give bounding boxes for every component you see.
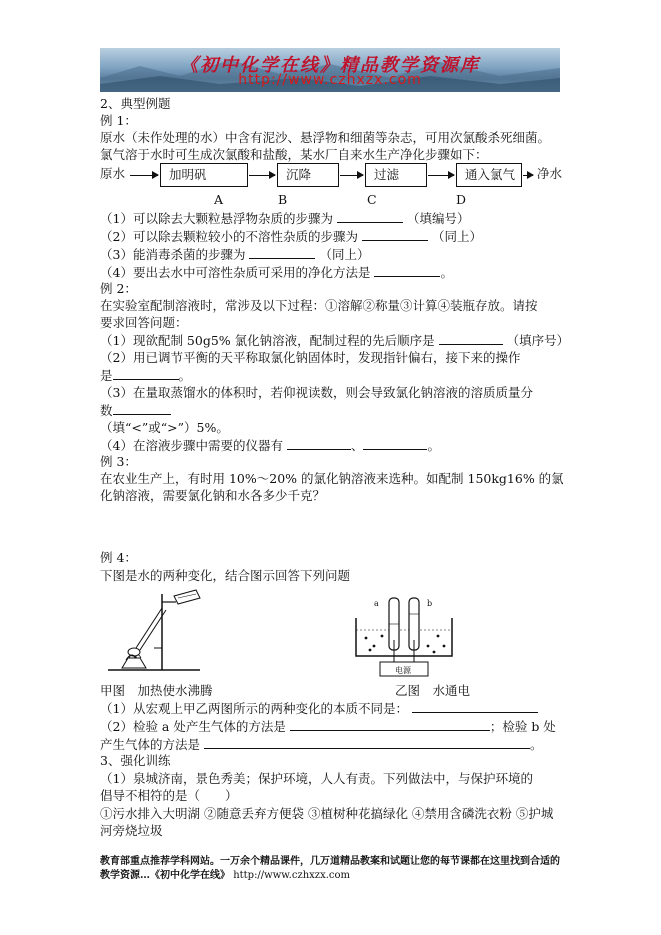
ex1-question-1: （1）可以除去大颗粒悬浮物杂质的步骤为 （填编号） [100,211,470,226]
power-supply-label: 电源 [395,666,411,675]
answer-blank[interactable] [363,437,427,450]
ex2-question-4: （4）在溶液步骤中需要的仪器有 、 。 [100,438,440,453]
flow-start-label: 原水 [100,166,126,181]
ex2-question-3: （3）在量取蒸馏水的体积时，若仰视读数，则会导致氯化钠溶液的溶质质量分 [100,385,533,400]
drill-text-3: ①污水排入大明湖 ②随意丢弃方便袋 ③植树种花搞绿化 ④禁用含磷洗衣粉 ⑤护城 [100,806,554,821]
flow-end-label: 净水 [537,166,563,181]
section-heading-3: 3、强化训练 [100,753,171,768]
answer-blank[interactable] [362,228,428,241]
answer-blank[interactable] [374,264,440,277]
banner-url[interactable]: http://www.czhxzx.com [238,72,422,88]
footer-line-1: 教育部重点推荐学科网站。一万余个精品课件，几万道精品教案和试题让您的每节课都在这里找到合适的 [100,856,560,867]
example-3-label: 例 3： [100,454,137,469]
flow-step-b: 沉降 [277,163,339,187]
ex4-question-2: （2）检验 a 处产生气体的方法是 ；检验 b 处 [100,719,556,734]
ex2-question-1: （1）现欲配制 50g5% 氯化钠溶液，配制过程的先后顺序是 （填序号） [100,333,570,348]
answer-blank[interactable] [204,736,530,749]
answer-blank[interactable] [439,332,503,345]
section-heading-2: 2、典型例题 [100,96,171,111]
flow-arrow [523,175,533,176]
tube-a-label: a [374,599,379,608]
ex1-question-3: （3）能消毒杀菌的步骤为 （同上） [100,247,370,262]
page-footer [100,855,570,883]
answer-blank[interactable] [412,700,538,713]
answer-blank[interactable] [113,367,179,380]
drill-text-1: （1）泉城济南，景色秀美；保护环境，人人有责。下列做法中，与保护环境的 [100,771,533,786]
flow-step-a: 加明矾 [160,163,248,187]
example-2-text-2: 要求回答问题： [100,315,188,330]
figure-a-caption: 甲图 加热使水沸腾 [100,683,213,698]
flow-letter-c: C [367,192,377,207]
answer-blank[interactable] [290,718,490,731]
example-3-text-2: 化钠溶液，需要氯化钠和水各多少千克？ [100,488,326,503]
example-2-label: 例 2： [100,281,137,296]
drill-text-4: 河旁烧垃圾 [100,823,163,838]
answer-blank[interactable] [113,402,171,415]
flow-step-c: 过滤 [365,163,427,187]
flow-step-d: 通入氯气 [456,163,522,187]
header-banner [100,48,560,92]
footer-line-2: 教学资源…《初中化学在线》 http://www.czhxzx.com [100,870,350,881]
answer-blank[interactable] [249,246,315,259]
flow-arrow [249,175,275,176]
answer-blank[interactable] [337,210,403,223]
ex2-question-2-cont: 是 。 [100,368,192,383]
example-1-label: 例 1： [100,113,137,128]
ex1-question-2: （2）可以除去颗粒较小的不溶性杂质的步骤为 （同上） [100,229,482,244]
flow-arrow [428,175,454,176]
flow-arrow [340,175,363,176]
tube-b-label: b [427,599,433,608]
ex1-question-4: （4）要出去水中可溶性杂质可采用的净化方法是 。 [100,265,453,280]
ex2-question-3-hint: （填“<”或“>”）5%。 [100,420,229,435]
flow-letter-d: D [456,192,467,207]
example-1-text-2: 氯气溶于水时可生成次氯酸和盐酸，某水厂自来水生产净化步骤如下： [100,147,488,162]
flow-letter-b: B [278,192,288,207]
example-4-text: 下图是水的两种变化，结合图示回答下列问题 [100,568,351,583]
answer-blank[interactable] [287,437,351,450]
electrolysis-apparatus-figure [352,590,457,682]
footer-url[interactable]: http://www.czhxzx.com [233,870,350,881]
flow-letter-a: A [214,192,224,207]
drill-text-2: 倡导不相符的是（ ） [100,788,238,803]
example-2-text-1: 在实验室配制溶液时，常涉及以下过程：①溶解②称量③计算④装瓶存放。请按 [100,298,538,313]
example-3-text-1: 在农业生产上，有时用 10%～20% 的氯化钠溶液来选种。如配制 150kg16% 的氯 [100,471,564,486]
banner-title: 《初中化学在线》精品教学资源库 [180,55,480,76]
ex4-question-2-cont: 产生气体的方法是 。 [100,737,543,752]
example-1-text-1: 原水（未作处理的水）中含有泥沙、悬浮物和细菌等杂志，可用次氯酸杀死细菌。 [100,130,551,145]
ex2-question-3-cont: 数 [100,402,171,419]
example-4-label: 例 4： [100,550,137,565]
figure-b-caption: 乙图 水通电 [395,683,471,698]
ex2-question-2: （2）用已调节平衡的天平称取氯化钠固体时，发现指针偏右，接下来的操作 [100,350,521,365]
boiling-water-apparatus-figure [104,588,204,674]
flow-arrow [130,175,158,176]
ex4-question-1: （1）从宏观上甲乙两图所示的两种变化的本质不同是： [100,700,538,717]
